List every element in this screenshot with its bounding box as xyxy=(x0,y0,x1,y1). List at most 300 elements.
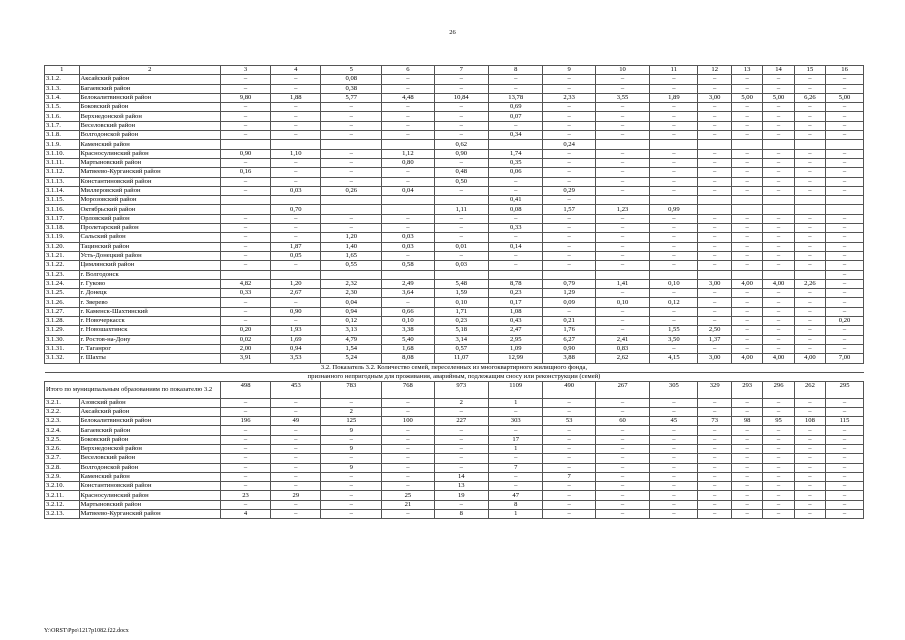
value-cell: – xyxy=(220,158,270,167)
value-cell: – xyxy=(595,149,649,158)
value-cell: 0,80 xyxy=(382,158,434,167)
table-row xyxy=(45,398,864,407)
value-cell: – xyxy=(763,84,794,93)
value-cell: – xyxy=(220,500,270,509)
value-cell xyxy=(595,140,649,149)
row-label-cell: г. Шахты xyxy=(79,354,220,363)
value-cell: – xyxy=(698,84,732,93)
total-value-cell: 490 xyxy=(543,381,595,398)
value-cell: – xyxy=(698,158,732,167)
table-row xyxy=(45,444,864,453)
row-number-cell: 3.2.2. xyxy=(45,407,80,416)
value-cell: 5,00 xyxy=(826,93,864,102)
value-cell: 6 xyxy=(382,66,434,75)
value-cell: – xyxy=(271,158,321,167)
value-cell xyxy=(731,196,762,205)
value-cell: – xyxy=(794,407,825,416)
value-cell: – xyxy=(382,407,434,416)
value-cell: – xyxy=(826,335,864,344)
value-cell: – xyxy=(321,103,382,112)
value-cell xyxy=(220,205,270,214)
value-cell: 5 xyxy=(321,66,382,75)
value-cell: – xyxy=(434,444,488,453)
value-cell: 3,00 xyxy=(698,354,732,363)
value-cell: – xyxy=(794,335,825,344)
value-cell: – xyxy=(698,398,732,407)
value-cell xyxy=(763,140,794,149)
value-cell: – xyxy=(698,344,732,353)
row-number-cell: 3.1.19. xyxy=(45,233,80,242)
value-cell: – xyxy=(489,186,543,195)
row-number-cell: 3.1.6. xyxy=(45,112,80,121)
value-cell: 0,03 xyxy=(271,186,321,195)
row-number-cell: 3.1.17. xyxy=(45,214,80,223)
value-cell: – xyxy=(650,121,698,130)
value-cell: – xyxy=(763,168,794,177)
value-cell: – xyxy=(826,75,864,84)
value-cell: – xyxy=(543,214,595,223)
value-cell xyxy=(543,270,595,279)
value-cell: – xyxy=(731,84,762,93)
value-cell: – xyxy=(650,242,698,251)
value-cell: – xyxy=(698,112,732,121)
value-cell: 1,08 xyxy=(489,307,543,316)
value-cell: – xyxy=(763,307,794,316)
value-cell: – xyxy=(698,435,732,444)
row-number-cell: 1 xyxy=(45,66,80,75)
value-cell: – xyxy=(220,426,270,435)
value-cell: – xyxy=(763,510,794,519)
value-cell: 23 xyxy=(220,491,270,500)
row-number-cell: 3.1.11. xyxy=(45,158,80,167)
value-cell: – xyxy=(321,177,382,186)
value-cell: – xyxy=(731,75,762,84)
value-cell: – xyxy=(731,435,762,444)
value-cell: 11 xyxy=(650,66,698,75)
value-cell: – xyxy=(543,407,595,416)
row-label-cell: Аксайский район xyxy=(79,407,220,416)
value-cell: – xyxy=(794,242,825,251)
value-cell: 227 xyxy=(434,417,488,426)
value-cell: – xyxy=(650,463,698,472)
value-cell: – xyxy=(434,158,488,167)
value-cell: – xyxy=(271,261,321,270)
value-cell: – xyxy=(698,242,732,251)
table-row xyxy=(45,158,864,167)
value-cell: – xyxy=(220,177,270,186)
value-cell: – xyxy=(763,112,794,121)
row-label-cell: Орловский район xyxy=(79,214,220,223)
value-cell: 8,78 xyxy=(489,279,543,288)
value-cell: – xyxy=(271,112,321,121)
value-cell: – xyxy=(731,242,762,251)
value-cell xyxy=(763,270,794,279)
value-cell: 7 xyxy=(543,472,595,481)
row-label-cell: Верхнедонской район xyxy=(79,112,220,121)
row-number-cell: 3.1.32. xyxy=(45,354,80,363)
table-header-row xyxy=(45,66,864,75)
value-cell: – xyxy=(650,398,698,407)
value-cell: – xyxy=(698,500,732,509)
value-cell: 0,24 xyxy=(543,140,595,149)
value-cell: – xyxy=(794,75,825,84)
value-cell: 5,18 xyxy=(434,326,488,335)
value-cell: – xyxy=(794,233,825,242)
value-cell: 15 xyxy=(794,66,825,75)
value-cell: – xyxy=(595,482,649,491)
value-cell: – xyxy=(271,121,321,130)
value-cell: 2,32 xyxy=(321,279,382,288)
value-cell: 0,90 xyxy=(220,149,270,158)
table-row xyxy=(45,196,864,205)
value-cell: – xyxy=(434,463,488,472)
value-cell: – xyxy=(763,344,794,353)
value-cell: – xyxy=(489,472,543,481)
value-cell xyxy=(698,196,732,205)
value-cell: – xyxy=(543,75,595,84)
value-cell: – xyxy=(826,298,864,307)
value-cell xyxy=(698,270,732,279)
value-cell: – xyxy=(382,482,434,491)
value-cell: – xyxy=(826,482,864,491)
value-cell: – xyxy=(731,335,762,344)
value-cell: 0,04 xyxy=(321,298,382,307)
row-number-cell: 3.1.24. xyxy=(45,279,80,288)
row-label-cell: Матвеево-Курганский район xyxy=(79,168,220,177)
value-cell: 1,37 xyxy=(698,335,732,344)
value-cell: – xyxy=(434,500,488,509)
value-cell xyxy=(794,196,825,205)
value-cell: – xyxy=(650,214,698,223)
table-row xyxy=(45,84,864,93)
row-number-cell: 3.2.3. xyxy=(45,417,80,426)
value-cell: 0,08 xyxy=(321,75,382,84)
value-cell: – xyxy=(826,444,864,453)
value-cell: – xyxy=(698,491,732,500)
value-cell: 3,55 xyxy=(595,93,649,102)
value-cell: – xyxy=(382,398,434,407)
value-cell: – xyxy=(763,298,794,307)
value-cell: 0,05 xyxy=(271,251,321,260)
value-cell: 3,13 xyxy=(321,326,382,335)
value-cell xyxy=(321,140,382,149)
value-cell: – xyxy=(434,186,488,195)
value-cell: 0,10 xyxy=(595,298,649,307)
value-cell: – xyxy=(731,510,762,519)
value-cell: – xyxy=(763,131,794,140)
value-cell: 5,00 xyxy=(763,93,794,102)
value-cell: – xyxy=(763,224,794,233)
value-cell xyxy=(731,270,762,279)
value-cell: – xyxy=(826,279,864,288)
row-number-cell: 3.1.26. xyxy=(45,298,80,307)
value-cell xyxy=(826,196,864,205)
value-cell: 0,90 xyxy=(271,307,321,316)
value-cell: 1,12 xyxy=(382,149,434,158)
value-cell: 49 xyxy=(271,417,321,426)
table-row xyxy=(45,289,864,298)
value-cell: 4,00 xyxy=(731,354,762,363)
value-cell: – xyxy=(698,168,732,177)
value-cell: – xyxy=(595,233,649,242)
row-label-cell: Пролетарский район xyxy=(79,224,220,233)
value-cell: 4,79 xyxy=(321,335,382,344)
value-cell: – xyxy=(731,307,762,316)
value-cell: 10 xyxy=(595,66,649,75)
value-cell: 0,33 xyxy=(220,289,270,298)
table-row xyxy=(45,472,864,481)
total-value-cell: 1109 xyxy=(489,381,543,398)
value-cell: – xyxy=(271,463,321,472)
value-cell: – xyxy=(794,307,825,316)
value-cell: – xyxy=(731,251,762,260)
value-cell: – xyxy=(794,168,825,177)
row-number-cell: 3.1.4. xyxy=(45,93,80,102)
value-cell: 2,49 xyxy=(382,279,434,288)
row-number-cell: 3.1.31. xyxy=(45,344,80,353)
value-cell: – xyxy=(489,233,543,242)
value-cell: – xyxy=(826,344,864,353)
value-cell: 6,26 xyxy=(794,93,825,102)
row-number-cell: 3.1.28. xyxy=(45,317,80,326)
value-cell: – xyxy=(543,454,595,463)
value-cell: – xyxy=(489,214,543,223)
value-cell: – xyxy=(595,131,649,140)
value-cell xyxy=(698,140,732,149)
value-cell: – xyxy=(826,454,864,463)
value-cell: – xyxy=(220,444,270,453)
row-number-cell: 3.1.12. xyxy=(45,168,80,177)
value-cell: 95 xyxy=(763,417,794,426)
value-cell: – xyxy=(595,454,649,463)
value-cell: – xyxy=(220,186,270,195)
value-cell: – xyxy=(650,510,698,519)
value-cell: 0,90 xyxy=(543,344,595,353)
value-cell: – xyxy=(489,261,543,270)
value-cell xyxy=(382,205,434,214)
value-cell: – xyxy=(794,491,825,500)
value-cell: 2,26 xyxy=(794,279,825,288)
value-cell: – xyxy=(731,214,762,223)
value-cell: 0,69 xyxy=(489,103,543,112)
value-cell xyxy=(763,196,794,205)
row-label-cell: Верхнедонской район xyxy=(79,444,220,453)
value-cell: – xyxy=(321,454,382,463)
value-cell: 1,57 xyxy=(543,205,595,214)
value-cell: – xyxy=(731,463,762,472)
value-cell: – xyxy=(220,261,270,270)
value-cell: – xyxy=(794,398,825,407)
value-cell: 3,53 xyxy=(271,354,321,363)
value-cell: – xyxy=(595,103,649,112)
value-cell: – xyxy=(271,398,321,407)
value-cell: – xyxy=(650,103,698,112)
value-cell: – xyxy=(271,298,321,307)
value-cell: – xyxy=(489,121,543,130)
value-cell: – xyxy=(220,398,270,407)
value-cell: – xyxy=(698,131,732,140)
row-number-cell: 3.1.10. xyxy=(45,149,80,158)
value-cell: 1,23 xyxy=(595,205,649,214)
value-cell: 1,55 xyxy=(650,326,698,335)
value-cell: – xyxy=(826,407,864,416)
total-value-cell: 453 xyxy=(271,381,321,398)
row-label-cell: Усть-Донецкий район xyxy=(79,251,220,260)
value-cell: – xyxy=(826,435,864,444)
value-cell: 5,77 xyxy=(321,93,382,102)
value-cell: 9,80 xyxy=(220,93,270,102)
value-cell: 5,48 xyxy=(434,279,488,288)
total-value-cell: 768 xyxy=(382,381,434,398)
value-cell: – xyxy=(543,500,595,509)
value-cell: – xyxy=(731,261,762,270)
value-cell: – xyxy=(271,168,321,177)
row-label-cell: Багаевский район xyxy=(79,84,220,93)
table-row xyxy=(45,186,864,195)
value-cell: – xyxy=(271,103,321,112)
table-row xyxy=(45,354,864,363)
value-cell: – xyxy=(434,454,488,463)
table-row xyxy=(45,500,864,509)
value-cell: – xyxy=(731,398,762,407)
value-cell: – xyxy=(321,398,382,407)
table-row xyxy=(45,426,864,435)
row-label-cell: Волгодонской район xyxy=(79,131,220,140)
value-cell: 73 xyxy=(698,417,732,426)
value-cell: – xyxy=(650,158,698,167)
value-cell xyxy=(650,196,698,205)
value-cell: 11,07 xyxy=(434,354,488,363)
value-cell xyxy=(434,270,488,279)
value-cell: – xyxy=(595,435,649,444)
value-cell: – xyxy=(650,317,698,326)
value-cell: – xyxy=(271,407,321,416)
value-cell: 0,83 xyxy=(595,344,649,353)
value-cell: – xyxy=(220,307,270,316)
value-cell: 0,10 xyxy=(650,279,698,288)
row-label-cell: Красносулинский район xyxy=(79,491,220,500)
value-cell: 7 xyxy=(434,66,488,75)
table-row xyxy=(45,326,864,335)
value-cell: 0,26 xyxy=(321,186,382,195)
value-cell: – xyxy=(595,491,649,500)
value-cell: – xyxy=(731,149,762,158)
value-cell: – xyxy=(650,177,698,186)
value-cell: – xyxy=(382,454,434,463)
value-cell: – xyxy=(698,103,732,112)
value-cell: – xyxy=(650,224,698,233)
value-cell: – xyxy=(650,289,698,298)
value-cell xyxy=(321,205,382,214)
row-number-cell: 3.2.1. xyxy=(45,398,80,407)
table-row xyxy=(45,417,864,426)
value-cell: 1,93 xyxy=(271,326,321,335)
value-cell: 2,00 xyxy=(220,344,270,353)
value-cell: – xyxy=(595,307,649,316)
value-cell: – xyxy=(271,482,321,491)
value-cell: 25 xyxy=(382,491,434,500)
value-cell: – xyxy=(731,426,762,435)
value-cell: – xyxy=(543,398,595,407)
value-cell: – xyxy=(731,224,762,233)
value-cell: – xyxy=(321,149,382,158)
row-number-cell: 3.2.4. xyxy=(45,426,80,435)
table-row xyxy=(45,103,864,112)
total-label: Итого по муниципальным образованиям по показателю 3.2 xyxy=(45,381,221,398)
value-cell: – xyxy=(650,168,698,177)
value-cell: 0,58 xyxy=(382,261,434,270)
row-number-cell: 3.1.29. xyxy=(45,326,80,335)
value-cell: 0,35 xyxy=(489,158,543,167)
value-cell: – xyxy=(595,168,649,177)
value-cell: – xyxy=(321,472,382,481)
table-row xyxy=(45,482,864,491)
value-cell: – xyxy=(489,426,543,435)
table-row xyxy=(45,454,864,463)
value-cell: – xyxy=(321,112,382,121)
value-cell: – xyxy=(434,103,488,112)
value-cell: – xyxy=(650,131,698,140)
value-cell: – xyxy=(794,317,825,326)
row-number-cell: 3.1.9. xyxy=(45,140,80,149)
row-label-cell: Аксайский район xyxy=(79,75,220,84)
value-cell: 4,00 xyxy=(763,354,794,363)
value-cell: – xyxy=(731,344,762,353)
page-number: 26 xyxy=(449,29,456,36)
value-cell: – xyxy=(794,482,825,491)
value-cell: – xyxy=(382,84,434,93)
value-cell: – xyxy=(650,444,698,453)
value-cell: – xyxy=(595,444,649,453)
value-cell: 125 xyxy=(321,417,382,426)
value-cell: 5,40 xyxy=(382,335,434,344)
value-cell: – xyxy=(794,435,825,444)
value-cell: – xyxy=(763,444,794,453)
value-cell: – xyxy=(794,298,825,307)
row-number-cell: 3.1.18. xyxy=(45,224,80,233)
value-cell: 0,07 xyxy=(489,112,543,121)
value-cell: – xyxy=(826,491,864,500)
value-cell: – xyxy=(595,317,649,326)
row-label-cell: г. Донецк xyxy=(79,289,220,298)
value-cell: 13,78 xyxy=(489,93,543,102)
value-cell: – xyxy=(698,186,732,195)
row-number-cell: 3.2.11. xyxy=(45,491,80,500)
value-cell: 0,03 xyxy=(382,233,434,242)
value-cell: – xyxy=(763,251,794,260)
value-cell: – xyxy=(794,454,825,463)
value-cell: – xyxy=(794,131,825,140)
value-cell: – xyxy=(595,186,649,195)
value-cell: 0,94 xyxy=(321,307,382,316)
value-cell: – xyxy=(382,298,434,307)
value-cell: – xyxy=(731,112,762,121)
value-cell: – xyxy=(595,84,649,93)
total-value-cell: 498 xyxy=(220,381,270,398)
value-cell: 14 xyxy=(763,66,794,75)
value-cell: – xyxy=(698,233,732,242)
value-cell xyxy=(382,140,434,149)
row-label-cell: г. Новочеркасск xyxy=(79,317,220,326)
value-cell: – xyxy=(763,214,794,223)
value-cell: 0,10 xyxy=(382,317,434,326)
value-cell: 53 xyxy=(543,417,595,426)
value-cell: – xyxy=(489,177,543,186)
value-cell: 0,20 xyxy=(220,326,270,335)
value-cell: – xyxy=(731,472,762,481)
value-cell xyxy=(595,270,649,279)
value-cell xyxy=(271,196,321,205)
